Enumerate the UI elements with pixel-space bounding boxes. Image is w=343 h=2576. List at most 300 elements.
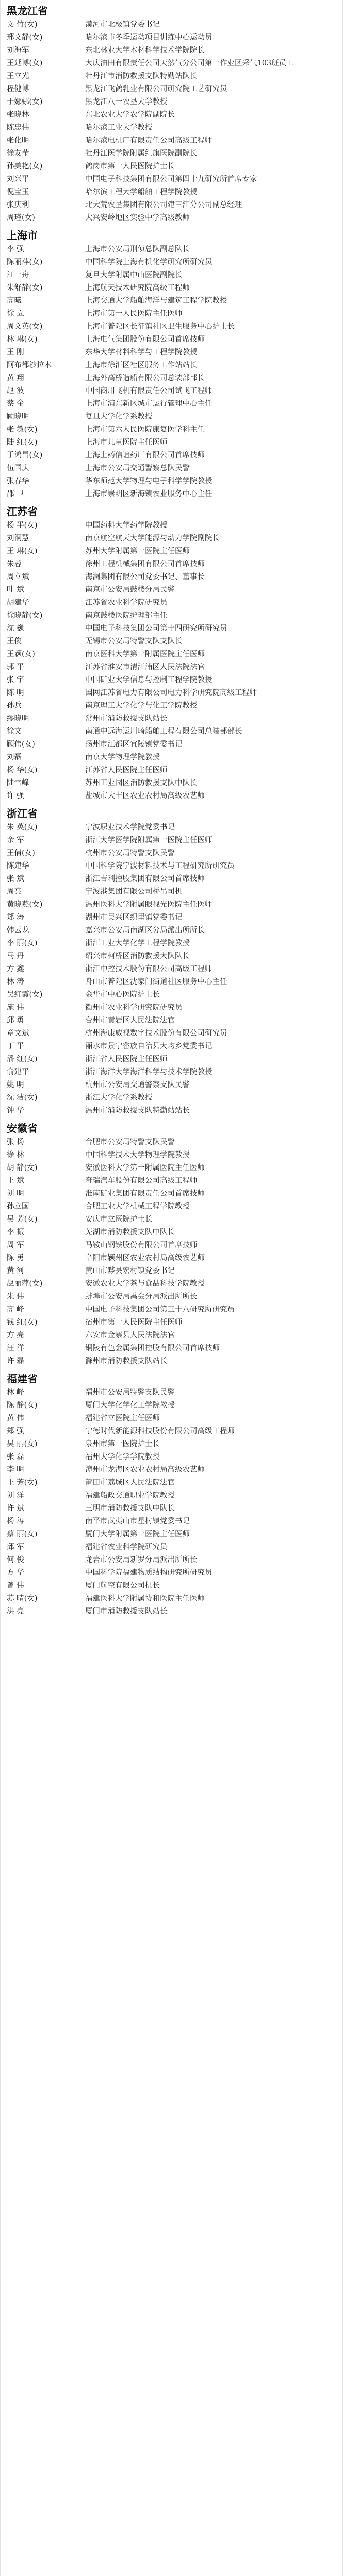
person-name: 朱 伟 [7, 1293, 24, 1301]
person-name: 张化明 [7, 137, 29, 145]
person-title: 铜陵有色金属集团控股有限公司首席技师 [85, 1344, 220, 1352]
person-name: 蔡 金 [7, 400, 24, 408]
section [7, 806, 336, 1117]
list-item [7, 122, 336, 134]
person-name: 赵丽萍(女) [7, 1280, 43, 1288]
person-title: 龙岩市公安局新罗分局派出所所长 [85, 1556, 198, 1564]
person-title: 上海市公安局交通警察总队民警 [85, 464, 190, 472]
person-title: 哈尔滨工业大学教授 [85, 124, 153, 132]
list-item [7, 1355, 336, 1368]
list-item [7, 1014, 336, 1027]
list-item [7, 1002, 336, 1014]
section [7, 228, 336, 501]
person-title: 上海航天技术研究院高级工程师 [85, 284, 190, 292]
list-item [7, 1515, 336, 1528]
person-name: 邱 勇 [7, 1016, 24, 1025]
section-title: 江苏省 [7, 505, 38, 518]
person-title: 海澜集团有限公司党委书记、董事长 [85, 573, 205, 581]
person-title: 中国科学院上海有机化学研究所研究员 [85, 258, 213, 266]
person-name: 周文英(女) [7, 323, 43, 331]
person-title: 合肥市公安局特警支队民警 [85, 1138, 175, 1146]
person-name: 方 华 [7, 1569, 24, 1577]
list-item [7, 687, 336, 700]
person-title: 黑龙江八一农垦大学教授 [85, 98, 168, 106]
person-name: 刘 洋 [7, 1492, 24, 1500]
list-item [7, 1162, 336, 1175]
person-title: 浙江省人民医院主任医师 [85, 1055, 168, 1063]
person-title: 扬州市江都区宜陵镇党委书记 [85, 740, 183, 749]
list-item [7, 622, 336, 635]
list-item [7, 1425, 336, 1438]
list-item [7, 109, 336, 122]
person-name: 王 琳(女) [7, 547, 38, 555]
person-name: 黄晓燕(女) [7, 901, 43, 909]
person-name: 张 扬 [7, 1138, 24, 1146]
list-item [7, 1252, 336, 1265]
person-title: 上海市第六人民医院康复医学科主任 [85, 426, 205, 434]
person-name: 于娜娜(女) [7, 98, 43, 106]
person-title: 福建省农业科学院研究员 [85, 1543, 168, 1551]
list-item [7, 308, 336, 320]
list-item [7, 937, 336, 950]
person-name: 黄 翔 [7, 374, 24, 382]
person-title: 浙江工业大学化学工程学院教授 [85, 939, 190, 947]
person-name: 周瑾(女) [7, 214, 35, 222]
person-title: 舟山市普陀区沈家门街道社区服务中心主任 [85, 978, 227, 986]
section-title: 上海市 [7, 229, 38, 242]
section-title: 安徽省 [7, 1122, 38, 1134]
person-name: 许 斌 [7, 1504, 24, 1513]
person-name: 许 磊 [7, 1357, 24, 1365]
person-title: 浙江吉利控股集团有限公司首席技师 [85, 875, 205, 883]
person-name: 江一舟 [7, 271, 29, 279]
person-title: 厦门市消防救援支队站长 [85, 1607, 168, 1616]
list-item [7, 282, 336, 295]
list-item [7, 648, 336, 661]
list-item [7, 1303, 336, 1316]
list-item [7, 359, 336, 372]
list-item [7, 1175, 336, 1188]
person-name: 陈建华 [7, 862, 29, 870]
person-title: 上海上药信谊药厂有限公司首席技师 [85, 451, 205, 460]
person-name: 李 明 [7, 1466, 24, 1474]
person-title: 温州医科大学附属眼视光医院主任医师 [85, 901, 213, 909]
section [7, 1371, 336, 1618]
list-item [7, 1136, 336, 1149]
section [7, 504, 336, 803]
list-item [7, 1451, 336, 1464]
person-title: 哈尔滨电机厂有限责任公司高级工程师 [85, 137, 213, 145]
list-item [7, 1567, 336, 1580]
person-title: 国网江苏省电力有限公司电力科学研究院高级工程师 [85, 689, 257, 697]
list-item [7, 886, 336, 899]
list-item [7, 160, 336, 173]
person-name: 刘海军 [7, 46, 29, 55]
list-item [7, 1105, 336, 1117]
person-title: 宿州市第一人民医院主任医师 [85, 1318, 183, 1327]
list-item [7, 738, 336, 751]
person-title: 绍兴市柯桥区消防救援大队队长 [85, 952, 190, 960]
person-title: 台州市黄岩区人民法院法官 [85, 1016, 175, 1025]
person-title: 中国科学技术大学物理学院教授 [85, 1151, 190, 1159]
person-title: 漳州市龙海区农业农村局高级农艺师 [85, 1466, 205, 1474]
list-item [7, 1188, 336, 1200]
person-title: 无锡市公安局特警支队支队长 [85, 637, 183, 646]
list-item [7, 674, 336, 687]
person-title: 南京航空航天大学能源与动力学院副院长 [85, 534, 220, 543]
person-name: 伍国庆 [7, 464, 29, 472]
person-name: 王颖(女) [7, 650, 35, 658]
list-item [7, 70, 336, 83]
person-title: 浙江海洋大学海洋科学与技术学院教授 [85, 1068, 213, 1076]
person-title: 杭州海康威视数字技术股份有限公司研究员 [85, 1029, 227, 1038]
list-item [7, 256, 336, 269]
person-title: 常州市消防救援支队站长 [85, 715, 168, 723]
list-item [7, 963, 336, 976]
person-title: 衢州市农业科学研究院研究员 [85, 1004, 183, 1012]
person-title: 福州大学化学学院教授 [85, 1453, 160, 1461]
person-name: 徐 立 [7, 310, 24, 318]
person-title: 上海市儿童医院主任医师 [85, 438, 168, 447]
list-item [7, 475, 336, 488]
person-title: 大兴安岭地区实验中学高级教师 [85, 214, 190, 222]
person-title: 丽水市景宁畲族自治县大均乡党委书记 [85, 1042, 213, 1050]
person-title: 南京大学物理学院教授 [85, 753, 160, 761]
list-item [7, 385, 336, 398]
person-title: 福州市公安局特警支队民警 [85, 1388, 175, 1397]
list-item [7, 173, 336, 186]
person-title: 江苏省人民医院主任医师 [85, 766, 168, 774]
list-item [7, 609, 336, 622]
person-title: 黑龙江飞鹤乳业有限公司研究院工艺研究员 [85, 85, 227, 93]
person-title: 南京鼓楼医院护理部主任 [85, 612, 168, 620]
person-name: 陈忠伟 [7, 124, 29, 132]
person-name: 吴红霞(女) [7, 991, 43, 999]
person-title: 蚌埠市公安局禹会分局派出所所长 [85, 1293, 198, 1301]
person-name: 张 磊 [7, 1453, 24, 1461]
person-name: 洪 亮 [7, 1607, 24, 1616]
list-item [7, 411, 336, 423]
person-name: 顾伟(女) [7, 740, 35, 749]
list-item [7, 1027, 336, 1040]
person-title: 南京市公安局鼓楼分局民警 [85, 586, 175, 594]
person-name: 孙立国 [7, 1202, 29, 1211]
person-name: 张 斌 [7, 875, 24, 883]
list-item [7, 199, 336, 212]
list-item [7, 1239, 336, 1252]
person-name: 文 竹(女) [7, 21, 38, 29]
list-item [7, 545, 336, 558]
person-name: 徐 林 [7, 1151, 24, 1159]
person-title: 六安市金寨县人民法院法官 [85, 1331, 175, 1340]
person-title: 复旦大学附属中山医院副院长 [85, 271, 183, 279]
list-item [7, 1399, 336, 1412]
person-title: 上海市第一人民医院主任医师 [85, 310, 183, 318]
list-item [7, 1502, 336, 1515]
list-item [7, 700, 336, 713]
person-name: 钱 红(女) [7, 1318, 38, 1327]
person-title: 南通中远海运川崎船舶工程有限公司总装部部长 [85, 727, 242, 736]
person-name: 王俊 [7, 637, 22, 646]
list-item [7, 1291, 336, 1303]
list-item [7, 462, 336, 475]
list-item [7, 1489, 336, 1502]
person-name: 俞建平 [7, 1068, 29, 1076]
list-item [7, 571, 336, 584]
list-item [7, 661, 336, 674]
person-title: 中国电子科技集团公司第三十八研究所研究员 [85, 1306, 235, 1314]
person-name: 方 鑫 [7, 965, 24, 973]
person-title: 金华市中心医院护士长 [85, 991, 160, 999]
section [7, 1121, 336, 1368]
list-item [7, 989, 336, 1002]
person-title: 杭州市公安局交通警察支队民警 [85, 1081, 190, 1089]
person-name: 胡 静(女) [7, 1164, 38, 1172]
person-name: 高曦 [7, 297, 22, 305]
list-item [7, 1200, 336, 1213]
person-title: 华东师范大学物理与电子科学学院教授 [85, 477, 213, 485]
person-name: 杨 涛 [7, 1517, 24, 1526]
person-name: 周亮 [7, 888, 22, 896]
list-item [7, 519, 336, 532]
section-title: 黑龙江省 [7, 5, 48, 17]
list-item [7, 488, 336, 501]
person-title: 杭州市公安局特警支队民警 [85, 849, 175, 857]
list-item [7, 1329, 336, 1342]
person-title: 上海市浦东新区城市运行管理中心主任 [85, 400, 213, 408]
person-name: 许 强 [7, 792, 24, 800]
person-title: 安徽农业大学茶与食品科技学院教授 [85, 1280, 205, 1288]
list-item [7, 147, 336, 160]
person-title: 温州市消防救援支队特勤站站长 [85, 1107, 190, 1115]
person-name: 王立光 [7, 72, 29, 80]
list-item [7, 1265, 336, 1278]
person-title: 厦门大学附属第一医院主任医师 [85, 1530, 190, 1538]
person-name: 高 峰 [7, 1306, 24, 1314]
person-title: 苏州工业园区消防救援支队中队长 [85, 779, 198, 787]
person-title: 安徽医科大学第一附属医院主任医师 [85, 1164, 205, 1172]
section-title: 福建省 [7, 1372, 38, 1385]
list-item [7, 1592, 336, 1605]
list-item [7, 725, 336, 738]
list-item [7, 1386, 336, 1399]
person-title: 东北农业大学农学院副院长 [85, 111, 175, 119]
person-name: 陆 红(女) [7, 438, 38, 447]
person-name: 陆雪峰 [7, 779, 29, 787]
list-item [7, 134, 336, 147]
person-title: 湖州市吴兴区织里镇党委书记 [85, 913, 183, 922]
person-name: 汪 洋 [7, 1344, 24, 1352]
list-item [7, 1477, 336, 1489]
list-item [7, 333, 336, 346]
list-item [7, 911, 336, 924]
person-name: 李 振 [7, 1228, 24, 1236]
person-name: 林 琳(女) [7, 335, 38, 344]
person-name: 邱 军 [7, 1543, 24, 1551]
person-title: 南京理工大学化学与化工学院教授 [85, 702, 198, 710]
list-item [7, 847, 336, 860]
list-item [7, 1213, 336, 1226]
person-name: 章文斌 [7, 1029, 29, 1038]
person-title: 中国科学院福建物质结构研究所研究员 [85, 1569, 213, 1577]
person-name: 张晓林 [7, 111, 29, 119]
person-name: 吴 芳(女) [7, 1215, 38, 1224]
person-name: 张春华 [7, 477, 29, 485]
person-title: 马鞍山钢铁股份有限公司首席技师 [85, 1241, 198, 1249]
list-item [7, 449, 336, 462]
person-name: 曾 伟 [7, 1582, 24, 1590]
person-title: 安庆市立医院护士长 [85, 1215, 153, 1224]
person-name: 叶 斌 [7, 586, 24, 594]
person-name: 顾晓明 [7, 413, 29, 421]
person-name: 马 丹 [7, 952, 24, 960]
person-title: 阜阳市颍州区农业农村局高级农艺师 [85, 1254, 205, 1262]
list-item [7, 1079, 336, 1092]
list-item [7, 57, 336, 70]
person-name: 孙兵 [7, 702, 22, 710]
person-title: 中国电子科技集团有限公司第四十九研究所首席专家 [85, 175, 257, 183]
list-item [7, 423, 336, 436]
list-item [7, 1066, 336, 1079]
person-name: 徐友莹 [7, 149, 29, 158]
person-name: 倪宝玉 [7, 188, 29, 196]
list-item [7, 1342, 336, 1355]
person-title: 鹤岗市第一人民医院护士长 [85, 162, 175, 171]
person-name: 潘 红(女) [7, 1055, 38, 1063]
person-name: 李 强 [7, 245, 24, 253]
list-item [7, 1554, 336, 1567]
list-item [7, 372, 336, 385]
list-item [7, 873, 336, 886]
person-name: 刘 明 [7, 1190, 24, 1198]
person-title: 牡丹江医学院附属红旗医院副院长 [85, 149, 198, 158]
person-name: 姚 明 [7, 1081, 24, 1089]
person-title: 三明市消防救援支队中队长 [85, 1504, 175, 1513]
list-item [7, 19, 336, 31]
list-item [7, 186, 336, 199]
person-title: 莆田市荔城区人民法院法官 [85, 1479, 175, 1487]
person-title: 中国电子科技集团公司第十四研究所研究员 [85, 624, 227, 633]
list-item [7, 1316, 336, 1329]
person-title: 上海市崇明区新海镇农业服务中心主任 [85, 490, 213, 498]
person-title: 滁州市消防救援支队站长 [85, 1357, 168, 1365]
list-item [7, 346, 336, 359]
person-name: 何 俊 [7, 1556, 24, 1564]
person-title: 浙江中控技术股份有限公司高级工程师 [85, 965, 213, 973]
person-name: 孙美艳(女) [7, 162, 43, 171]
person-title: 厦门航空有限公司机长 [85, 1582, 160, 1590]
list-item [7, 31, 336, 44]
person-name: 方 亮 [7, 1331, 24, 1340]
person-title: 上海交通大学船舶海洋与建筑工程学院教授 [85, 297, 227, 305]
person-name: 黄 伟 [7, 1414, 24, 1422]
person-name: 张 敏(女) [7, 426, 38, 434]
list-item [7, 436, 336, 449]
person-title: 东北林业大学木材科学技术学院院长 [85, 46, 205, 55]
list-item [7, 713, 336, 725]
person-name: 缪晓明 [7, 715, 29, 723]
person-name: 杨 平(女) [7, 521, 38, 530]
person-title: 中国科学院宁波材料技术与工程研究所研究员 [85, 862, 235, 870]
list-item [7, 790, 336, 803]
person-name: 张 宇 [7, 676, 24, 684]
person-name: 王延博(女) [7, 59, 43, 67]
person-title: 江苏省淮安市清江浦区人民法院法官 [85, 663, 205, 671]
person-name: 陈 静(女) [7, 1401, 38, 1410]
person-title: 中国商用飞机有限责任公司试飞工程师 [85, 387, 213, 395]
list-item [7, 320, 336, 333]
list-item [7, 751, 336, 764]
person-title: 芜湖市消防救援支队中队长 [85, 1228, 175, 1236]
list-item [7, 1528, 336, 1541]
person-name: 苏 晴(女) [7, 1595, 38, 1603]
list-item [7, 1580, 336, 1592]
person-title: 哈尔滨工程大学船舶工程学院教授 [85, 188, 198, 196]
list-item [7, 597, 336, 609]
person-title: 南京医科大学第一附属医院主任医师 [85, 650, 205, 658]
person-title: 徐州工程机械集团有限公司首席技师 [85, 560, 205, 568]
list-item [7, 635, 336, 648]
person-name: 林 峰 [7, 1388, 24, 1397]
person-title: 北大荒农垦集团有限公司建三江分公司副总经理 [85, 201, 242, 209]
list-item [7, 1092, 336, 1105]
person-name: 李 丽(女) [7, 939, 38, 947]
person-name: 程健博 [7, 85, 29, 93]
list-item [7, 1278, 336, 1291]
person-name: 朱蓉 [7, 560, 22, 568]
list-item [7, 1040, 336, 1053]
person-title: 浙江大学医学院附属第一医院主任医师 [85, 836, 213, 844]
person-name: 王 刚 [7, 348, 24, 357]
person-title: 宁波职业技术学院党委书记 [85, 823, 175, 832]
person-name: 余 军 [7, 836, 24, 844]
list-item [7, 269, 336, 282]
person-name: 陈 勇 [7, 1254, 24, 1262]
person-name: 徐晓静(女) [7, 612, 43, 620]
person-name: 韩云龙 [7, 926, 29, 935]
person-title: 盐城市大丰区农业农村局高级农艺师 [85, 792, 205, 800]
person-title: 福建省立医院主任医师 [85, 1414, 160, 1422]
section [7, 3, 336, 225]
person-name: 邵 卫 [7, 490, 24, 498]
list-item [7, 1226, 336, 1239]
person-name: 邢文静(女) [7, 33, 43, 42]
person-name: 沈 巍 [7, 624, 24, 633]
person-name: 朱舒静(女) [7, 284, 43, 292]
person-title: 上海电气集团股份有限公司首席技师 [85, 335, 205, 344]
list-item [7, 1605, 336, 1618]
person-name: 钟 华 [7, 1107, 24, 1115]
person-title: 上海外高桥造船有限公司总装部部长 [85, 374, 205, 382]
person-name: 徐文 [7, 727, 22, 736]
list-item [7, 584, 336, 597]
list-item [7, 834, 336, 847]
person-title: 中国矿业大学信息与控制工程学院教授 [85, 676, 213, 684]
person-title: 漠河市北极镇党委书记 [85, 21, 160, 29]
list-item [7, 860, 336, 873]
person-name: 阿布都沙拉木 [7, 361, 52, 369]
person-name: 王 斌 [7, 1177, 24, 1185]
section-title: 浙江省 [7, 807, 38, 820]
person-name: 王 芳(女) [7, 1479, 38, 1487]
person-name: 黄 河 [7, 1267, 24, 1275]
person-title: 中国药科大学药学院教授 [85, 521, 168, 530]
person-name: 郑 涛 [7, 913, 24, 922]
person-name: 吴 丽(女) [7, 1440, 38, 1448]
person-name: 杨 华(女) [7, 766, 38, 774]
list-item [7, 821, 336, 834]
list-item [7, 83, 336, 96]
